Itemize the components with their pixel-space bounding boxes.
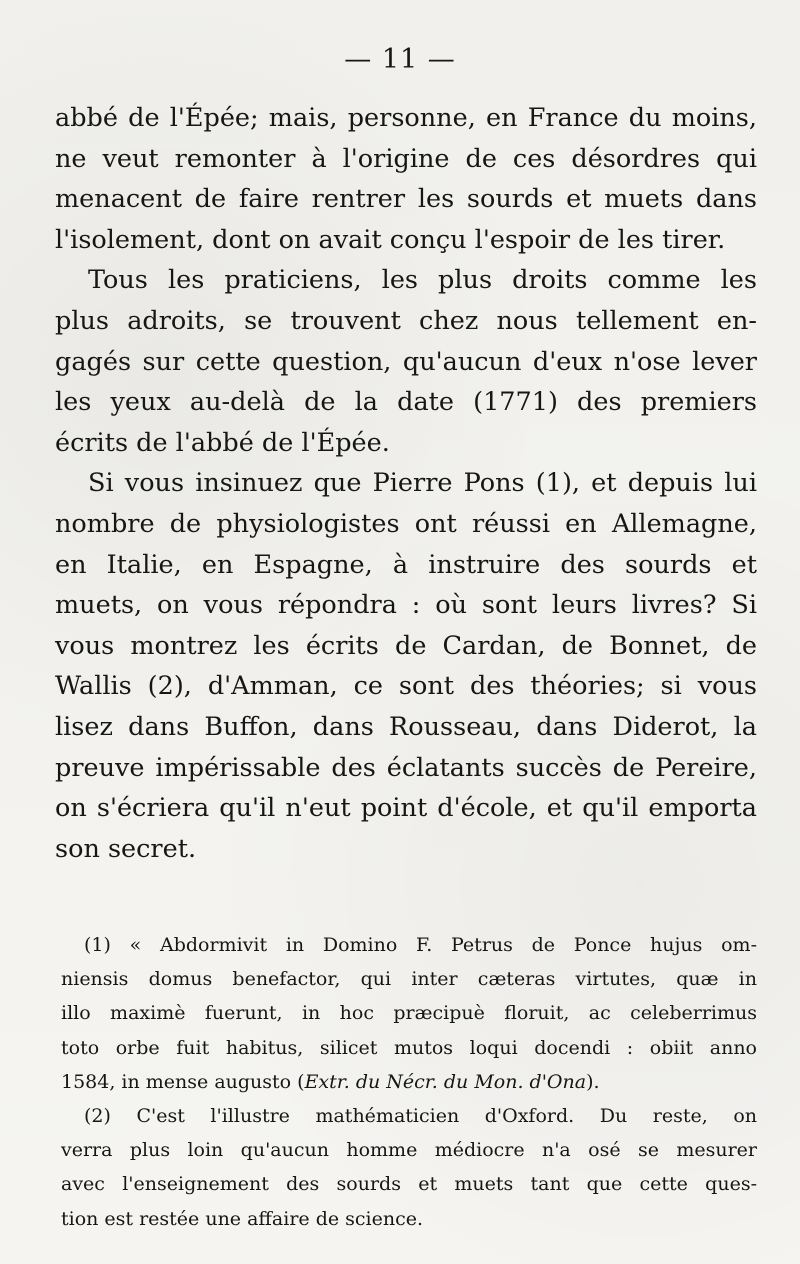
footnote-line: tion est restée une affaire de science. xyxy=(61,1207,424,1230)
text-line: ne veut remonter à l'origine de ces désordres qui xyxy=(55,143,757,174)
paragraph xyxy=(55,98,757,260)
footnote-line: (2) C'est l'illustre mathématicien d'Oxford. Du reste, on xyxy=(84,1105,757,1128)
text-line: vous montrez les écrits de Cardan, de Bonnet, de xyxy=(55,630,757,661)
text-line: plus adroits, se trouvent chez nous tellement en- xyxy=(55,305,757,336)
text-line: son secret. xyxy=(55,833,197,864)
text-line: l'isolement, dont on avait conçu l'espoir de les tirer. xyxy=(55,224,726,255)
footnote-line: toto orbe fuit habitus, silicet mutos loqui docendi : obiit anno xyxy=(61,1036,757,1059)
text-line: muets, on vous répondra : où sont leurs livres? Si xyxy=(55,590,757,621)
text-line: preuve impérissable des éclatants succès de Pereire, xyxy=(55,752,757,783)
footnote-line xyxy=(61,1065,757,1099)
paragraph xyxy=(55,260,757,463)
footnote-text: ). xyxy=(586,1070,600,1093)
footnote-line: avec l'enseignement des sourds et muets tant que cette ques- xyxy=(61,1173,757,1196)
text-line: menacent de faire rentrer les sourds et muets dans xyxy=(55,184,757,215)
footnote-1 xyxy=(61,928,757,1099)
text-line: abbé de l'Épée; mais, personne, en France du moins, xyxy=(55,103,757,133)
footnote-text: 1584, in mense augusto ( xyxy=(61,1070,305,1093)
text-line: Wallis (2), d'Amman, ce sont des théories; si vous xyxy=(55,671,757,702)
text-line: Si vous insinuez que Pierre Pons (1), et depuis lui xyxy=(88,468,757,499)
text-line: on s'écriera qu'il n'eut point d'école, et qu'il emporta xyxy=(55,793,757,824)
footnote-line: niensis domus benefactor, qui inter cæteras virtutes, quæ in xyxy=(61,968,757,991)
text-line: lisez dans Buffon, dans Rousseau, dans Diderot, la xyxy=(55,711,757,742)
footnote-line: illo maximè fuerunt, in hoc præcipuè floruit, ac celeberrimus xyxy=(61,1002,757,1025)
footnote-2 xyxy=(61,1099,757,1236)
footnote-line: (1) « Abdormivit in Domino F. Petrus de Ponce hujus om- xyxy=(84,934,757,956)
paragraph xyxy=(55,463,757,869)
main-text xyxy=(55,98,757,869)
text-line: les yeux au-delà de la date (1771) des premiers xyxy=(55,387,757,418)
text-line: en Italie, en Espagne, à instruire des sourds et xyxy=(55,549,757,580)
footnotes xyxy=(61,928,757,1236)
text-line: gagés sur cette question, qu'aucun d'eux n'ose lever xyxy=(55,346,757,377)
page-number: — 11 — xyxy=(344,44,456,75)
text-line: écrits de l'abbé de l'Épée. xyxy=(55,427,390,458)
text-line: Tous les praticiens, les plus droits comme les xyxy=(88,265,757,296)
text-line: nombre de physiologistes ont réussi en Allemagne, xyxy=(55,508,757,539)
source-citation: Extr. du Nécr. du Mon. d'Ona xyxy=(304,1070,587,1093)
footnote-line: verra plus loin qu'aucun homme médiocre n'a osé se mesurer xyxy=(61,1139,757,1162)
